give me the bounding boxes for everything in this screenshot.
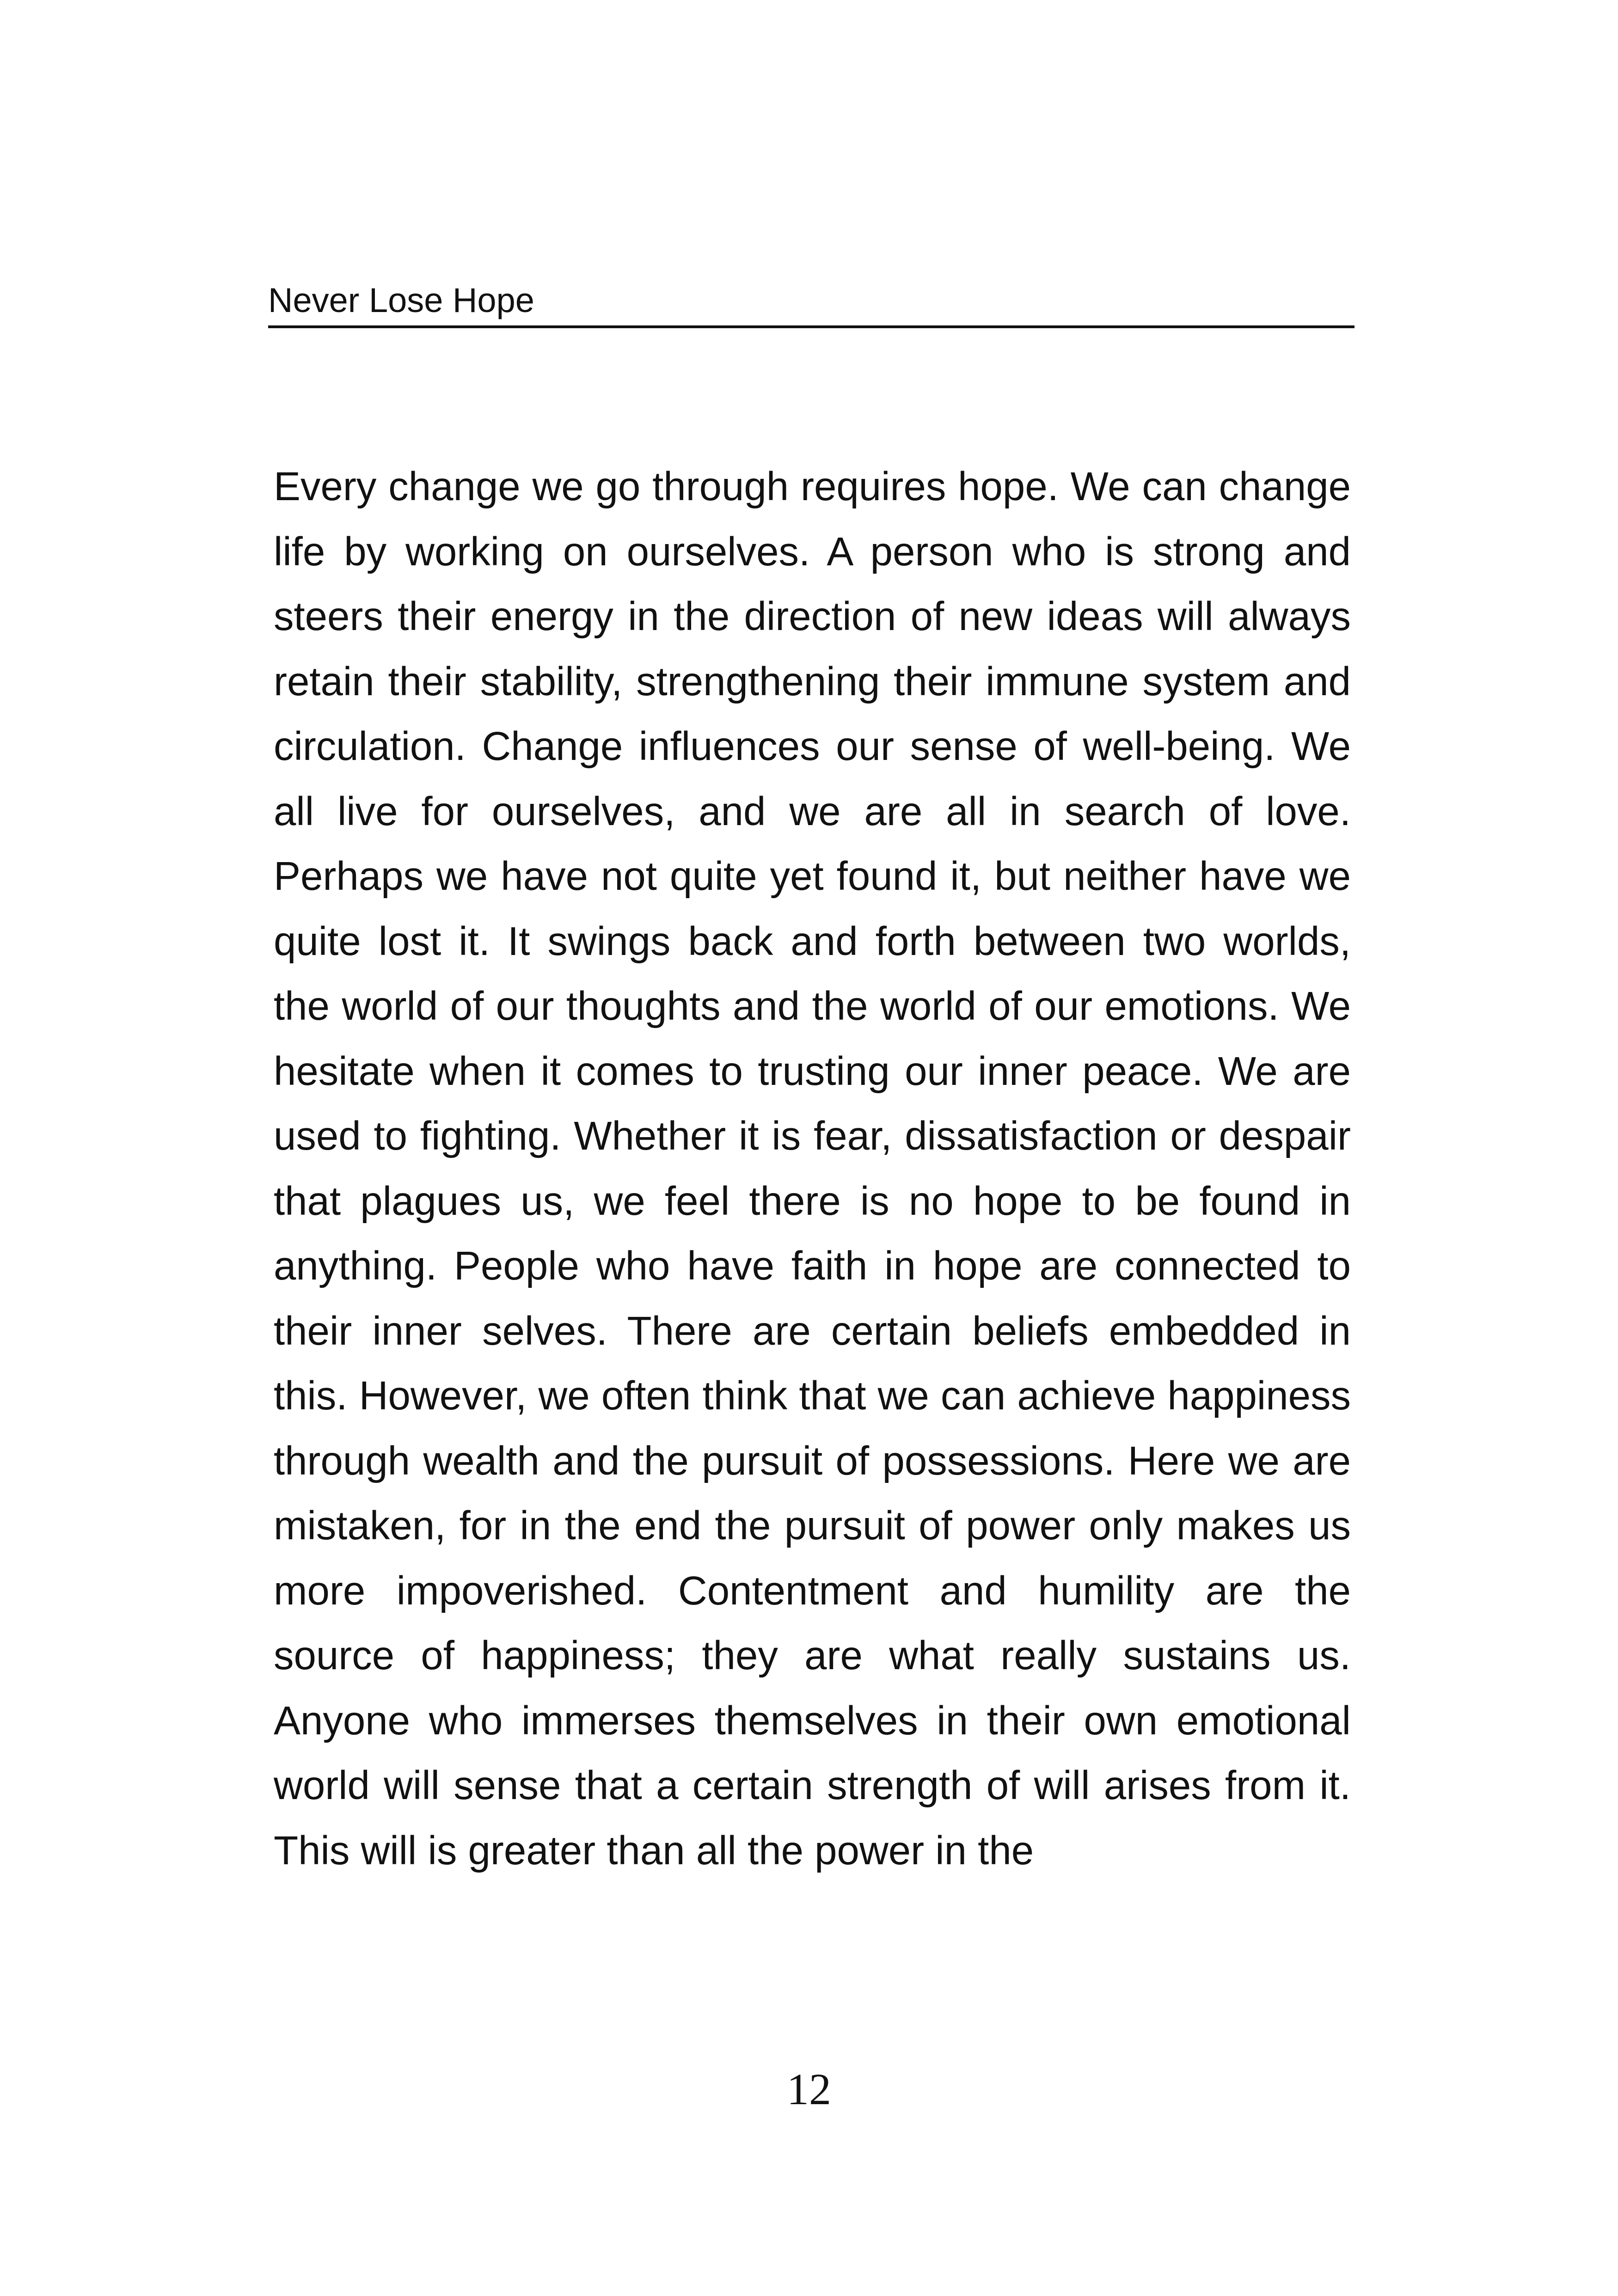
page-number: 12 — [787, 2064, 831, 2114]
header-divider — [268, 325, 1354, 328]
running-header-title: Never Lose Hope — [268, 281, 534, 319]
body-paragraph: Every change we go through requires hope. We can change life by working on ourselves. A person who is strong and steers their energy in the direction of new ideas will always retain their stability, strengthening their immune system and circulation. Change influences our sense of well-being. We all live for ourselves, and we are all in search of love. Perhaps we have not quite yet found it, but neither have we quite lost it. It swings back and forth between two worlds, the world of our thoughts and the world of our emotions. We hesitate when it comes to trusting our inner peace. We are used to fighting. Whether it is fear, dissatisfaction or despair that plagues us, we feel there is no hope to be found in anything. People who have faith in hope are connected to their inner selves. There are certain beliefs embedded in this. However, we often think that we can achieve happiness through wealth and the pursuit of possessions. Here we are mistaken, for in the end the pursuit of power only makes us more impoverished. Contentment and humility are the source of happiness; they are what really sustains us. Anyone who immerses themselves in their own emotional world will sense that a certain strength of will arises from it. This will is greater than all the power in the — [274, 464, 1351, 1873]
